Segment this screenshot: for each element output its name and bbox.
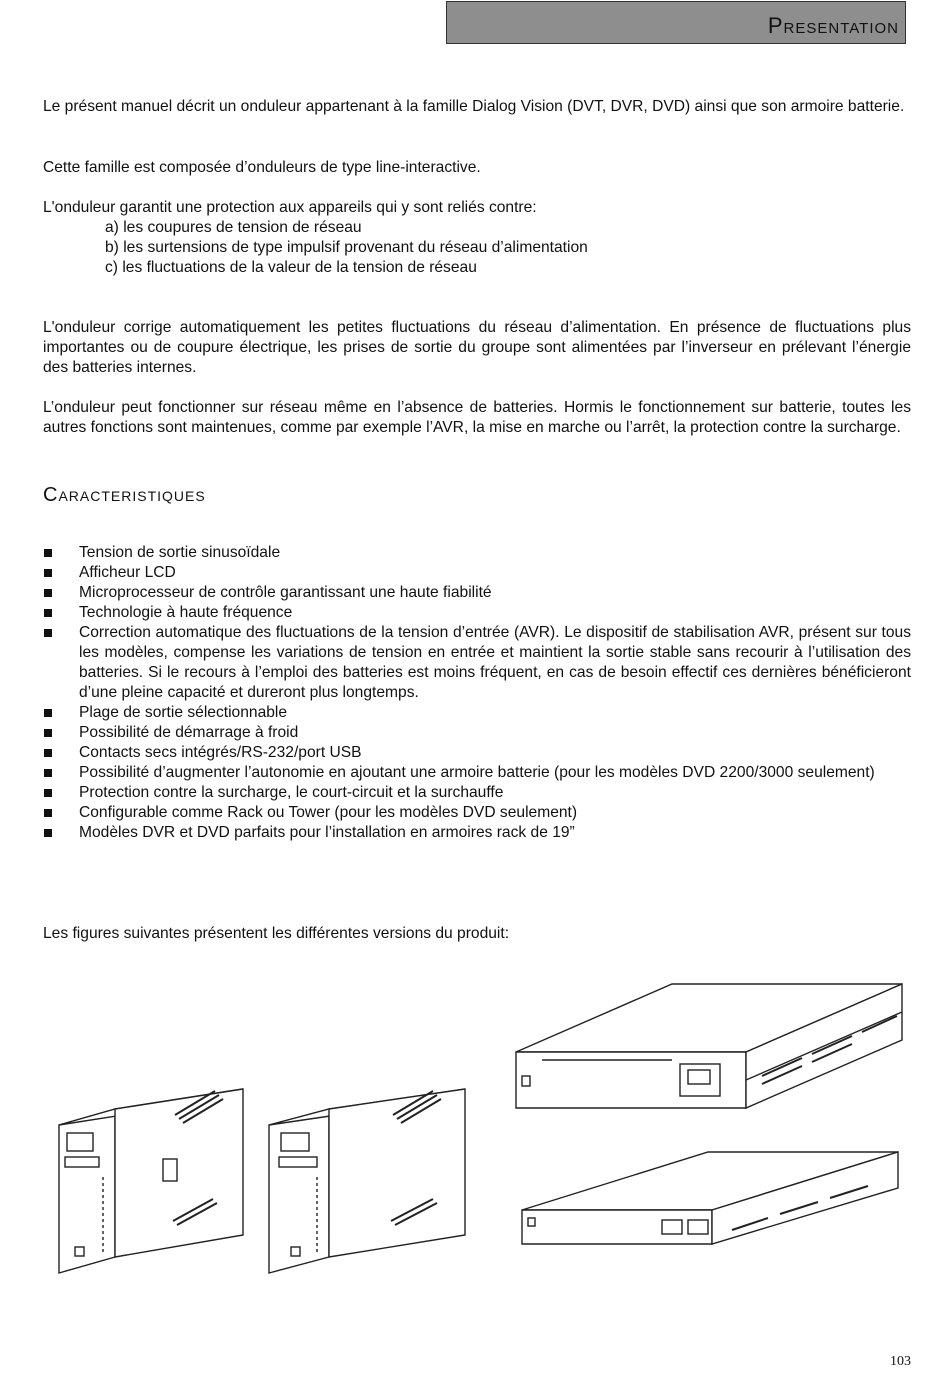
section-header	[446, 1, 906, 44]
features-heading: Caracteristiques	[43, 484, 206, 506]
feature-item: Technologie à haute fréquence	[43, 603, 911, 623]
feature-item: Plage de sortie sélectionnable	[43, 703, 911, 723]
intro-paragraph-4: L'onduleur corrige automatiquement les petites fluctuations du réseau d’alimentation. En présence de fluctuations plus importantes ou de coupure électrique, les prises de sortie du groupe sont alimentées par l’inverseur en prélevant l’énergie des batteries internes.	[43, 319, 911, 376]
feature-item: Afficheur LCD	[43, 563, 911, 583]
intro-paragraph-3: L'onduleur garantit une protection aux appareils qui y sont reliés contre:	[43, 199, 537, 216]
intro-paragraph-1: Le présent manuel décrit un onduleur appartenant à la famille Dialog Vision (DVT, DVR, DVD) ainsi que son armoire batterie.	[43, 98, 905, 115]
page-number: 103	[890, 1354, 911, 1369]
rack-ups-2u-illustration	[512, 980, 912, 1145]
feature-item: Possibilité de démarrage à froid	[43, 723, 911, 743]
intro-paragraph-5: L’onduleur peut fonctionner sur réseau même en l’absence de batteries. Hormis le fonctionnement sur batterie, toutes les autres fonctions sont maintenues, comme par exemple l’AVR, la mise en marche ou l’arrêt, la protection contre la surcharge.	[43, 399, 911, 436]
rack-ups-1u-illustration	[518, 1148, 908, 1273]
tower-ups-illustration-2	[265, 1085, 470, 1275]
feature-item: Microprocesseur de contrôle garantissant une haute fiabilité	[43, 583, 911, 603]
features-list	[43, 543, 911, 843]
figures-caption: Les figures suivantes présentent les différentes versions du produit:	[43, 925, 510, 942]
feature-item: Modèles DVR et DVD parfaits pour l’installation en armoires rack de 19”	[43, 823, 911, 843]
feature-item: Protection contre la surcharge, le court-circuit et la surchauffe	[43, 783, 911, 803]
feature-item: Possibilité d’augmenter l’autonomie en ajoutant une armoire batterie (pour les modèles DVD 2200/3000 seulement)	[43, 763, 911, 783]
intro-paragraph-2: Cette famille est composée d’onduleurs de type line-interactive.	[43, 159, 481, 176]
section-title: Presentation	[767, 13, 899, 38]
protection-item-a: a) les coupures de tension de réseau	[105, 219, 362, 236]
feature-item: Contacts secs intégrés/RS-232/port USB	[43, 743, 911, 763]
protection-item-b: b) les surtensions de type impulsif provenant du réseau d’alimentation	[105, 239, 588, 256]
feature-item: Configurable comme Rack ou Tower (pour les modèles DVD seulement)	[43, 803, 911, 823]
tower-ups-illustration-1	[55, 1085, 255, 1275]
protection-item-c: c) les fluctuations de la valeur de la tension de réseau	[105, 259, 477, 276]
feature-item: Correction automatique des fluctuations de la tension d’entrée (AVR). Le dispositif de stabilisation AVR, présent sur tous les modèles, compense les variations de tension en entrée et maintient la sortie stable sans recourir à l’utilisation des batteries. Si le recours à l’emploi des batteries est moins fréquent, en cas de besoin effectif ces dernières bénéficieront d’une pleine capacité et dureront plus longtemps.	[43, 623, 911, 703]
feature-item: Tension de sortie sinusoïdale	[43, 543, 911, 563]
